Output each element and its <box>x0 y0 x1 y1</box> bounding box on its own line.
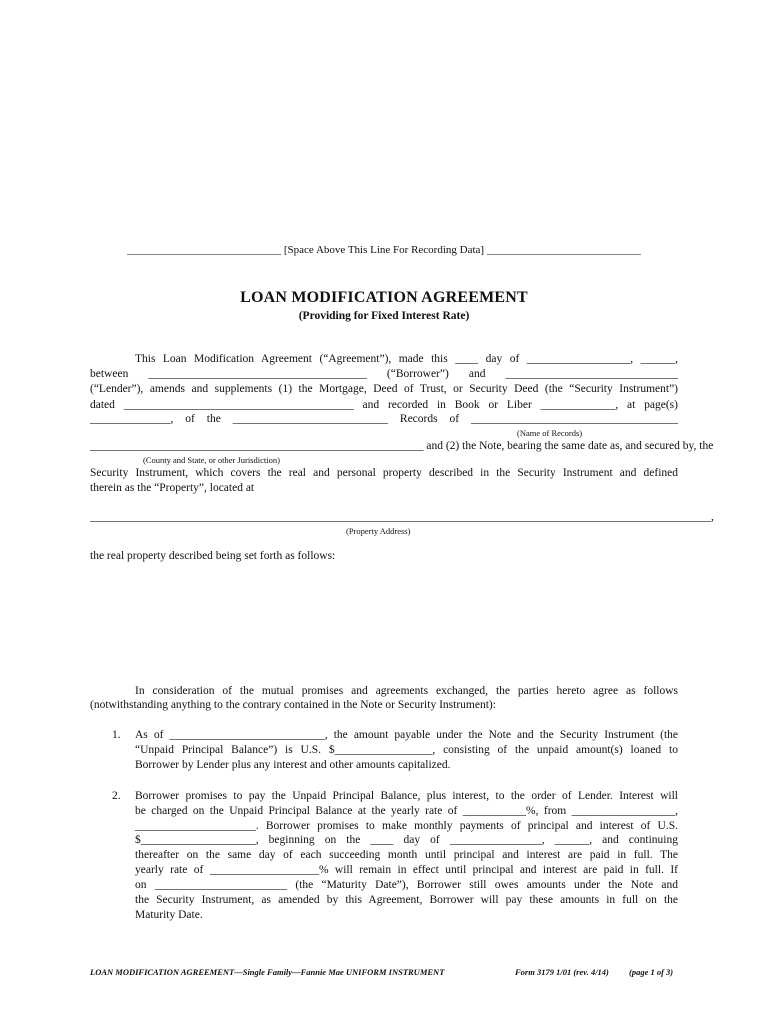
item-2-line-3: _____________________. Borrower promises to make monthly payments of principal and interest of U.S. <box>135 820 678 832</box>
item-2-line-2: be charged on the Unpaid Principal Balance at the yearly rate of ___________%, from __________________, <box>135 805 678 817</box>
footer-form-title: LOAN MODIFICATION AGREEMENT—Single Family—Fannie Mae UNIFORM INSTRUMENT <box>90 967 445 977</box>
item-2-line-7: on _______________________ (the “Maturity Date”), Borrower still owes amounts under the Note and <box>135 879 678 891</box>
item-1-number: 1. <box>112 729 121 741</box>
property-address-line: ____________________________________________________________________________________________________________, <box>90 511 714 523</box>
county-caption: (County and State, or other Jurisdiction) <box>143 455 280 465</box>
recording-data-line: ____________________________ [Space Above This Line For Recording Data] ____________________________ <box>127 244 641 256</box>
item-1-line-3: Borrower by Lender plus any interest and other amounts capitalized. <box>135 759 451 771</box>
item-2-line-6: yearly rate of ___________________% will remain in effect until principal and interest are paid in full. If <box>135 864 678 876</box>
item-2-line-8: the Security Instrument, as amended by this Agreement, Borrower will pay these amounts in full on the <box>135 894 678 906</box>
intro-line-3: (“Lender”), amends and supplements (1) the Mortgage, Deed of Trust, or Security Deed (the “Security Instrument”) <box>90 383 678 395</box>
intro-line-7: Security Instrument, which covers the real and personal property described in the Security Instrument and defined <box>90 467 678 479</box>
consideration-line-2: (notwithstanding anything to the contrary contained in the Note or Security Instrument): <box>90 699 496 711</box>
intro-line-1: This Loan Modification Agreement (“Agreement”), made this ____ day of __________________, ______, <box>135 353 678 365</box>
name-of-records-caption: (Name of Records) <box>517 428 583 438</box>
property-description-text: the real property described being set forth as follows: <box>90 550 336 562</box>
item-1-line-2: “Unpaid Principal Balance”) is U.S. $_________________, consisting of the unpaid amount(s) loaned to <box>135 744 678 756</box>
property-address-caption: (Property Address) <box>346 526 411 536</box>
item-2-line-5: thereafter on the same day of each succeeding month until principal and interest are paid in full. The <box>135 849 678 861</box>
intro-line-2: between ______________________________________ (“Borrower”) and ______________________________ <box>90 368 678 380</box>
intro-line-8: therein as the “Property”, located at <box>90 482 255 494</box>
footer-form-number: Form 3179 1/01 (rev. 4/14) <box>515 967 609 977</box>
document-title: LOAN MODIFICATION AGREEMENT <box>240 289 528 306</box>
document-subtitle: (Providing for Fixed Interest Rate) <box>298 310 470 322</box>
item-2-number: 2. <box>112 790 121 802</box>
item-2-line-1: Borrower promises to pay the Unpaid Principal Balance, plus interest, to the order of Lender. Interest will <box>135 790 678 802</box>
footer-page-number: (page 1 of 3) <box>629 967 674 977</box>
item-2-line-9: Maturity Date. <box>135 909 203 921</box>
intro-line-5: ______________, of the ___________________________ Records of ____________________________________ <box>90 413 678 425</box>
consideration-line-1: In consideration of the mutual promises and agreements exchanged, the parties hereto agree as follows <box>135 685 678 697</box>
intro-line-6: __________________________________________________________ and (2) the Note, bearing the same date as, and secured by, the <box>90 440 714 452</box>
intro-line-4: dated ________________________________________ and recorded in Book or Liber _____________, at page(s) <box>90 399 678 411</box>
item-2-line-4: $____________________, beginning on the ____ day of ________________, ______, and continuing <box>135 834 678 846</box>
item-1-line-1: As of ___________________________, the amount payable under the Note and the Security Instrument (the <box>135 729 678 741</box>
